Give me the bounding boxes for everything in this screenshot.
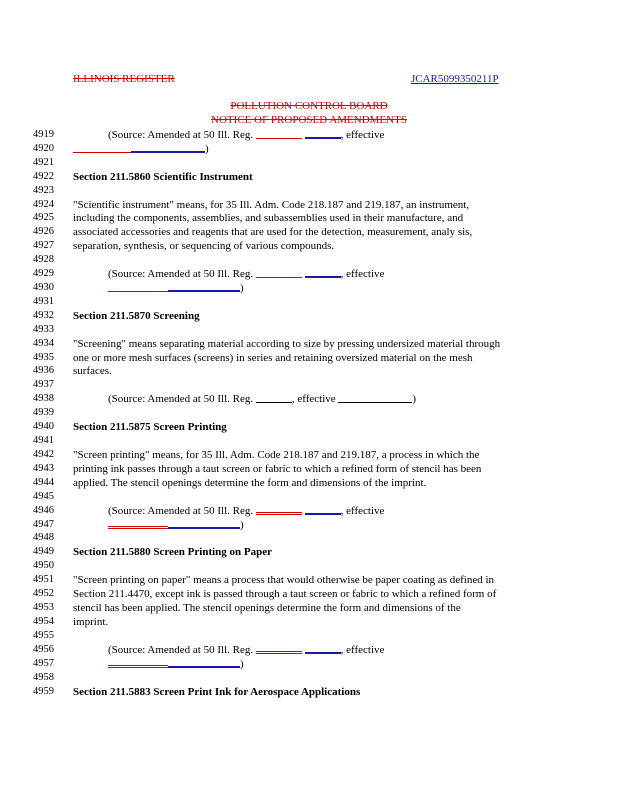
source-close: ) xyxy=(240,282,244,294)
line-number: 4926 xyxy=(33,226,54,237)
line-number: 4947 xyxy=(33,519,54,530)
inserted-blank xyxy=(168,289,240,292)
inserted-blank xyxy=(131,150,205,153)
source-note-cont xyxy=(108,282,244,294)
source-effective: , effective xyxy=(340,129,385,141)
line-number: 4923 xyxy=(33,185,54,196)
source-prefix: (Source: Amended at 50 Ill. Reg. xyxy=(108,505,254,517)
body-line: imprint. xyxy=(73,616,109,628)
source-close: ) xyxy=(240,658,244,670)
source-effective: , effective xyxy=(340,644,385,656)
line-number: 4940 xyxy=(33,421,54,432)
body-line: "Screening" means separating material according to size by pressing undersized material through xyxy=(73,338,501,350)
line-number: 4922 xyxy=(33,171,54,182)
inserted-blank xyxy=(305,651,341,654)
line-number: 4933 xyxy=(33,324,54,335)
source-close: ) xyxy=(412,393,417,405)
line-number: 4925 xyxy=(33,212,54,223)
line-number: 4934 xyxy=(33,338,54,349)
inserted-blank xyxy=(305,512,341,515)
source-note xyxy=(108,644,384,656)
source-note-cont xyxy=(73,143,209,155)
body-line: printing ink passes through a taut screen or fabric to which a refined form of stencil has been xyxy=(73,463,482,475)
struck-blank xyxy=(108,525,168,529)
line-number: 4952 xyxy=(33,588,54,599)
body-line: "Screen printing on paper" means a process that would otherwise be paper coating as defined in xyxy=(73,574,495,586)
section-heading: Section 211.5883 Screen Print Ink for Aerospace Applications xyxy=(73,686,361,698)
source-prefix: (Source: Amended at 50 Ill. Reg. xyxy=(108,129,254,141)
source-close: ) xyxy=(205,143,209,155)
source-note xyxy=(108,505,384,517)
register-title: ILLINOIS REGISTER xyxy=(73,73,175,85)
body-line: one or more mesh surfaces (screens) in series and retaining oversized material on the mesh xyxy=(73,352,473,364)
body-line: stencil has been applied. The stencil openings determine the form and dimensions of the xyxy=(73,602,461,614)
source-note-cont xyxy=(108,519,244,531)
line-number: 4932 xyxy=(33,310,54,321)
body-line: separation, synthesis, or sequencing of various compounds. xyxy=(73,240,335,252)
line-number: 4943 xyxy=(33,463,54,474)
section-heading: Section 211.5870 Screening xyxy=(73,310,200,322)
line-number: 4953 xyxy=(33,602,54,613)
struck-blank xyxy=(256,276,302,278)
line-number: 4921 xyxy=(33,157,54,168)
source-note xyxy=(108,393,416,405)
line-number: 4930 xyxy=(33,282,54,293)
document-id: JCAR5099350211P xyxy=(411,73,499,85)
inserted-blank xyxy=(305,136,341,139)
line-number: 4946 xyxy=(33,505,54,516)
body-line: surfaces. xyxy=(73,365,112,377)
struck-blank xyxy=(256,650,302,654)
line-number: 4957 xyxy=(33,658,54,669)
struck-blank xyxy=(108,290,168,292)
source-note-cont xyxy=(108,658,244,670)
source-prefix: (Source: Amended at 50 Ill. Reg. xyxy=(108,644,254,656)
inserted-blank xyxy=(305,275,341,278)
body-line: "Scientific instrument" means, for 35 Ill. Adm. Code 218.187 and 219.187, an instrument, xyxy=(73,199,470,211)
section-heading: Section 211.5875 Screen Printing xyxy=(73,421,227,433)
inserted-blank xyxy=(168,665,240,668)
line-number: 4955 xyxy=(33,630,54,641)
source-prefix: (Source: Amended at 50 Ill. Reg. xyxy=(108,393,254,405)
line-number: 4942 xyxy=(33,449,54,460)
struck-blank xyxy=(108,664,168,668)
line-number: 4949 xyxy=(33,546,54,557)
line-number: 4941 xyxy=(33,435,54,446)
blank-line xyxy=(338,401,412,403)
source-close: ) xyxy=(240,519,244,531)
line-number: 4938 xyxy=(33,393,54,404)
line-number: 4954 xyxy=(33,616,54,627)
line-number: 4951 xyxy=(33,574,54,585)
line-number: 4929 xyxy=(33,268,54,279)
body-line: associated accessories and reagents that are used for the detection, measurement, analy sis, xyxy=(73,226,473,238)
source-effective: , effective xyxy=(291,393,336,405)
body-line: Section 211.4470, except ink is passed through a taut screen or fabric to which a refined form of xyxy=(73,588,497,600)
agency-title: POLLUTION CONTROL BOARD xyxy=(230,100,388,112)
line-number: 4935 xyxy=(33,352,54,363)
line-number: 4939 xyxy=(33,407,54,418)
section-heading: Section 211.5880 Screen Printing on Paper xyxy=(73,546,273,558)
line-number: 4928 xyxy=(33,254,54,265)
source-prefix: (Source: Amended at 50 Ill. Reg. xyxy=(108,268,254,280)
line-number: 4936 xyxy=(33,365,54,376)
struck-blank xyxy=(73,151,131,153)
line-number: 4927 xyxy=(33,240,54,251)
body-line: applied. The stencil openings determine the form and dimensions of the imprint. xyxy=(73,477,427,489)
line-number: 4937 xyxy=(33,379,54,390)
line-number: 4944 xyxy=(33,477,54,488)
struck-blank xyxy=(256,511,302,515)
line-number: 4920 xyxy=(33,143,54,154)
line-number: 4931 xyxy=(33,296,54,307)
line-number: 4958 xyxy=(33,672,54,683)
source-effective: , effective xyxy=(340,505,385,517)
line-number: 4959 xyxy=(33,686,54,697)
source-note xyxy=(108,268,384,280)
source-effective: , effective xyxy=(340,268,385,280)
line-number: 4919 xyxy=(33,129,54,140)
source-note xyxy=(108,129,384,141)
inserted-blank xyxy=(168,526,240,529)
notice-title: NOTICE OF PROPOSED AMENDMENTS xyxy=(211,114,407,126)
line-number: 4948 xyxy=(33,532,54,543)
struck-blank xyxy=(256,137,302,139)
line-number: 4950 xyxy=(33,560,54,571)
body-line: "Screen printing" means, for 35 Ill. Adm. Code 218.187 and 219.187, a process in which the xyxy=(73,449,480,461)
line-number: 4956 xyxy=(33,644,54,655)
line-number: 4924 xyxy=(33,199,54,210)
body-line: including the components, assemblies, and subassemblies used in their manufacture, and xyxy=(73,212,464,224)
section-heading: Section 211.5860 Scientific Instrument xyxy=(73,171,253,183)
blank-line xyxy=(256,401,292,403)
line-number: 4945 xyxy=(33,491,54,502)
